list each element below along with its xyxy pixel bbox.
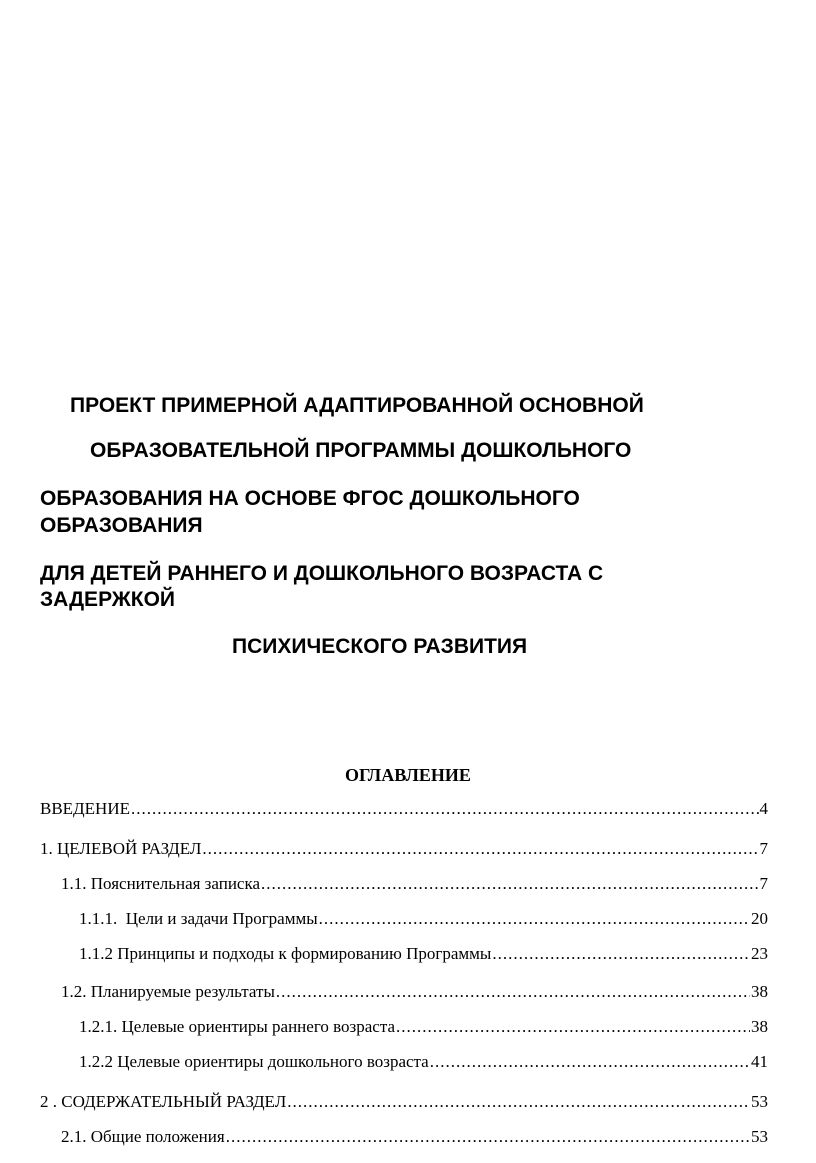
toc-entry[interactable] — [79, 1051, 768, 1073]
title-line-6: ЗАДЕРЖКОЙ — [40, 588, 176, 611]
toc-entry-page: 23 — [751, 944, 768, 963]
toc-leader-dots — [287, 1091, 750, 1113]
toc-entry-label: 1.2. Планируемые результаты — [61, 982, 275, 1001]
toc-leader-dots — [226, 1126, 750, 1148]
title-line-5: ДЛЯ ДЕТЕЙ РАННЕГО И ДОШКОЛЬНОГО ВОЗРАСТА С — [40, 562, 604, 585]
toc-leader-dots — [430, 1051, 750, 1073]
toc-leader-dots — [492, 943, 750, 965]
toc-entry-page: 53 — [751, 1127, 768, 1146]
toc-entry-label: 2.1. Общие положения — [61, 1127, 225, 1146]
toc-entry[interactable] — [40, 1091, 768, 1113]
toc-entry-page: 7 — [759, 839, 768, 858]
toc-entry-label: 2 . СОДЕРЖАТЕЛЬНЫЙ РАЗДЕЛ — [40, 1092, 287, 1111]
toc-leader-dots — [276, 981, 750, 1003]
toc-entry[interactable] — [61, 1126, 768, 1148]
toc-entry-label: 1.1.2 Принципы и подходы к формированию Программы — [79, 944, 492, 963]
toc-entry-label: 1.1.1. Цели и задачи Программы — [79, 909, 318, 928]
toc-entry-page: 20 — [751, 909, 768, 928]
toc-entry-page: 4 — [759, 799, 768, 818]
toc-leader-dots — [202, 838, 758, 860]
title-line-3: ОБРАЗОВАНИЯ НА ОСНОВЕ ФГОС ДОШКОЛЬНОГО — [40, 487, 580, 510]
toc-leader-dots — [131, 798, 759, 820]
toc-entry[interactable] — [61, 873, 768, 895]
toc-entry-page: 38 — [751, 982, 768, 1001]
toc-entry[interactable] — [79, 1016, 768, 1038]
toc-entry-page: 53 — [751, 1092, 768, 1111]
toc-leader-dots — [396, 1016, 750, 1038]
title-line-7: ПСИХИЧЕСКОГО РАЗВИТИЯ — [232, 635, 528, 658]
toc-entry-label: 1. ЦЕЛЕВОЙ РАЗДЕЛ — [40, 839, 202, 858]
toc-leader-dots — [261, 873, 758, 895]
toc-entry-label: 1.2.2 Целевые ориентиры дошкольного возраста — [79, 1052, 429, 1071]
toc-entry[interactable] — [79, 908, 768, 930]
toc-leader-dots — [319, 908, 750, 930]
toc-entry-page: 7 — [759, 874, 768, 893]
toc-entry[interactable] — [40, 798, 768, 820]
title-line-2: ОБРАЗОВАТЕЛЬНОЙ ПРОГРАММЫ ДОШКОЛЬНОГО — [90, 439, 632, 462]
toc-entry-page: 38 — [751, 1017, 768, 1036]
toc-entry[interactable] — [79, 943, 768, 965]
toc-entry[interactable] — [40, 838, 768, 860]
toc-entry-label: ВВЕДЕНИЕ — [40, 799, 130, 818]
toc-entry-page: 41 — [751, 1052, 768, 1071]
toc-entry-label: 1.1. Пояснительная записка — [61, 874, 261, 893]
toc-heading: ОГЛАВЛЕНИЕ — [345, 765, 471, 785]
toc-entry[interactable] — [61, 981, 768, 1003]
title-line-1: ПРОЕКТ ПРИМЕРНОЙ АДАПТИРОВАННОЙ ОСНОВНОЙ — [70, 394, 644, 417]
toc-entry-label: 1.2.1. Целевые ориентиры раннего возраста — [79, 1017, 396, 1036]
title-line-4: ОБРАЗОВАНИЯ — [40, 514, 203, 537]
